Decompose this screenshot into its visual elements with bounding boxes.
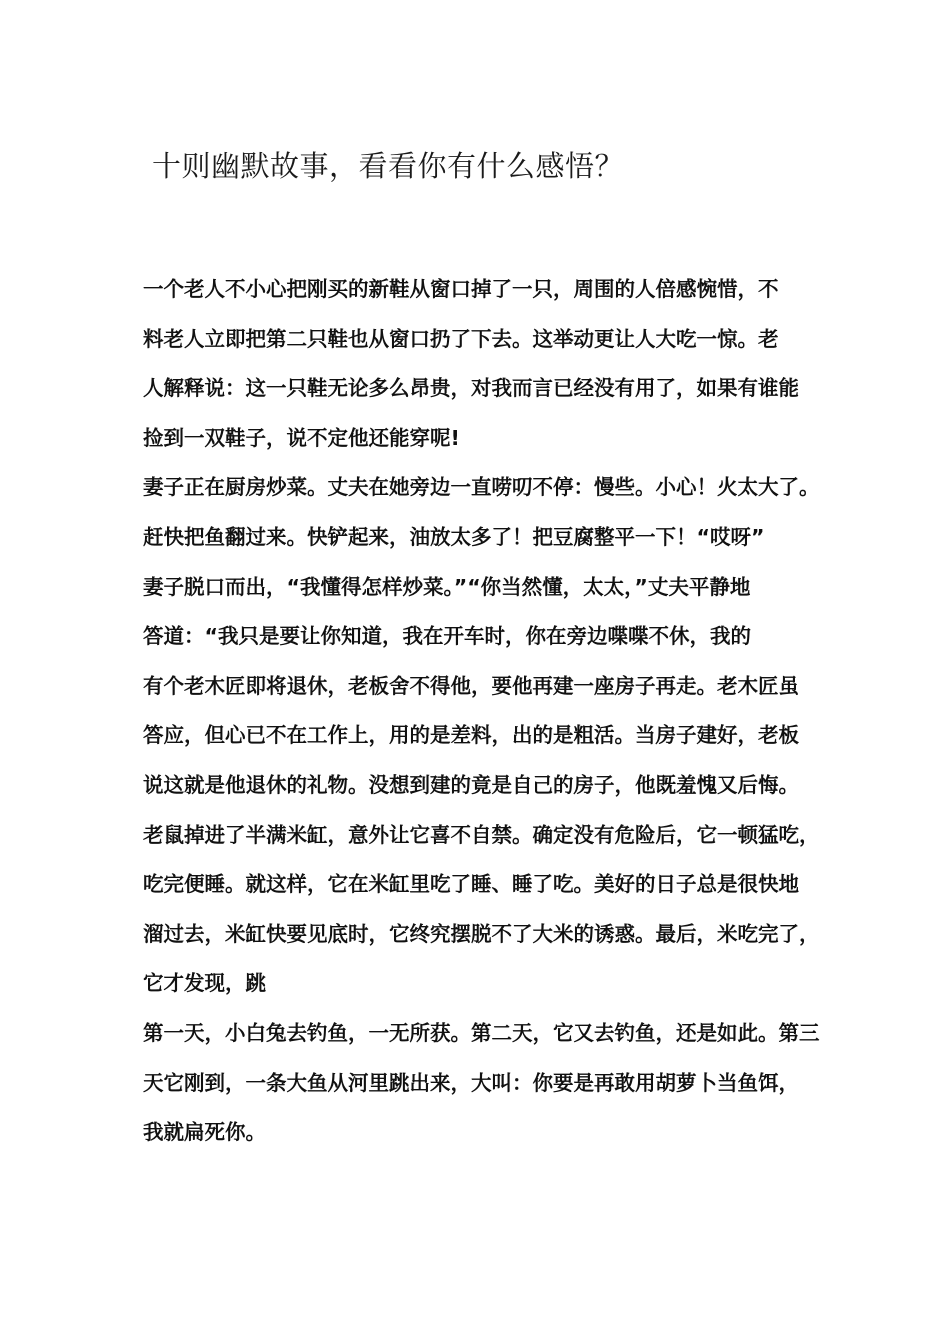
text-line: 它才发现，跳 <box>143 971 266 996</box>
text-line: 溜过去，米缸快要见底时，它终究摆脱不了大米的诱惑。最后，米吃完了， <box>143 921 820 946</box>
text-line: 答应，但心已不在工作上，用的是差料，出的是粗活。当房子建好，老板 <box>143 723 799 748</box>
text-line: 料老人立即把第二只鞋也从窗口扔了下去。这举动更让人大吃一惊。老 <box>143 326 779 351</box>
text-line: 赶快把鱼翻过来。快铲起来，油放太多了！把豆腐整平一下！“哎呀” <box>143 524 765 549</box>
document-body <box>143 271 823 1164</box>
text-line: 答道：“我只是要让你知道，我在开车时，你在旁边喋喋不休，我的 <box>143 624 751 649</box>
text-line: 我就扁死你。 <box>143 1120 266 1145</box>
text-line: 捡到一双鞋子，说不定他还能穿呢! <box>143 425 460 450</box>
text-line: 妻子正在厨房炒菜。丈夫在她旁边一直唠叨不停：慢些。小心！火太大了。 <box>143 475 820 500</box>
text-line: 吃完便睡。就这样，它在米缸里吃了睡、睡了吃。美好的日子总是很快地 <box>143 872 799 897</box>
document-title: 十则幽默故事，看看你有什么感悟？ <box>152 149 625 183</box>
text-line: 第一天，小白兔去钓鱼，一无所获。第二天，它又去钓鱼，还是如此。第三 <box>143 1020 820 1045</box>
text-line: 说这就是他退休的礼物。没想到建的竟是自己的房子，他既羞愧又后悔。 <box>143 772 799 797</box>
text-line: 老鼠掉进了半满米缸，意外让它喜不自禁。确定没有危险后，它一顿猛吃， <box>143 822 820 847</box>
text-line: 天它刚到，一条大鱼从河里跳出来，大叫：你要是再敢用胡萝卜当鱼饵， <box>143 1070 799 1095</box>
text-line: 有个老木匠即将退休，老板舍不得他，要他再建一座房子再走。老木匠虽 <box>143 673 799 698</box>
text-line: 一个老人不小心把刚买的新鞋从窗口掉了一只，周围的人倍感惋惜，不 <box>143 277 779 301</box>
text-line: 妻子脱口而出，“我懂得怎样炒菜。”“你当然懂，太太，”丈夫平静地 <box>143 574 751 599</box>
text-line: 人解释说：这一只鞋无论多么昂贵，对我而言已经没有用了，如果有谁能 <box>143 376 799 401</box>
